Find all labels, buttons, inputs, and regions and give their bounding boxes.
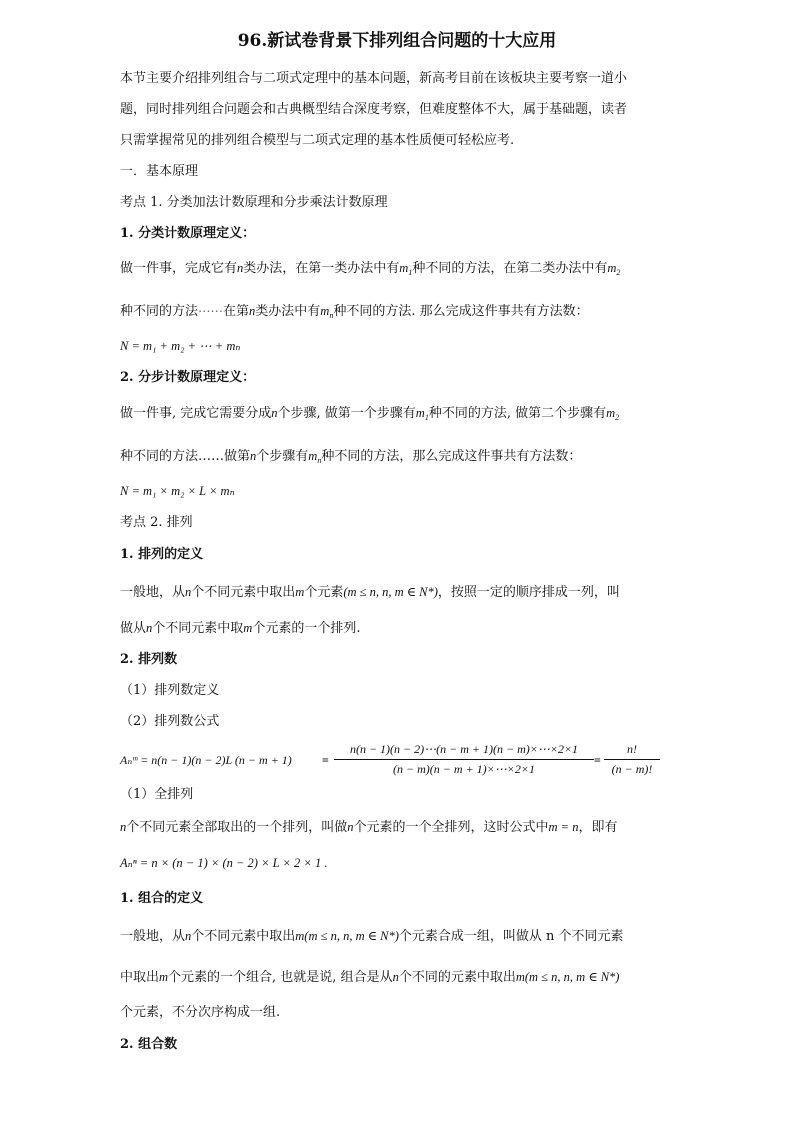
permutation-formula bbox=[120, 744, 680, 780]
key-point-1-heading: 考点 1. 分类加法计数原理和分步乘法计数原理 bbox=[120, 195, 388, 210]
permutation-definition-text-2: 做从n个不同元素中取m个元素的一个排列. bbox=[120, 621, 361, 636]
permutation-definition-heading: 1. 排列的定义 bbox=[120, 547, 204, 562]
permutation-formula-lhs: Aₙᵐ = n(n − 1)(n − 2)L (n − m + 1) bbox=[120, 753, 292, 767]
intro-line-2: 题，同时排列组合问题会和古典概型结合深度考察，但难度整体不大，属于基础题，读者 bbox=[120, 102, 628, 117]
permutation-number-heading: 2. 排列数 bbox=[120, 652, 178, 667]
combination-number-heading: 2. 组合数 bbox=[120, 1037, 178, 1052]
permutation-number-formula-label: （2）排列数公式 bbox=[120, 714, 220, 729]
full-permutation-formula: Aₙⁿ = n × (n − 1) × (n − 2) × L × 2 × 1 . bbox=[120, 856, 328, 870]
permutation-fraction-1: n(n − 1)(n − 2)⋯(n − m + 1)(n − m)×⋯×2×1 (n − m)(n − m + 1)×⋯×2×1 bbox=[334, 742, 594, 777]
page-title: 96.新试卷背景下排列组合问题的十大应用 bbox=[237, 31, 557, 51]
combination-definition-heading: 1. 组合的定义 bbox=[120, 891, 204, 906]
section-heading-basic-principles: 一．基本原理 bbox=[120, 164, 199, 179]
addition-principle-text-2: 种不同的方法⋯⋯在第n类办法中有$m_n$种不同的方法. 那么完成这件事共有方法数： bbox=[120, 304, 589, 320]
multiplication-formula: N = m₁ × m₂ × L × mₙ bbox=[120, 484, 235, 498]
equals-sign: = bbox=[594, 753, 601, 767]
combination-definition-text-3: 个元素，不分次序构成一组. bbox=[120, 1005, 281, 1020]
addition-principle-text-1: 做一件事，完成它有n类办法，在第一类办法中有$m_1$种不同的方法，在第二类办法中有$m_2$ bbox=[120, 261, 621, 277]
equals-sign: = bbox=[322, 753, 329, 767]
permutation-number-definition-label: （1）排列数定义 bbox=[120, 683, 220, 698]
intro-line-3: 只需掌握常见的排列组合模型与二项式定理的基本性质便可轻松应考. bbox=[120, 133, 515, 148]
permutation-fraction-2: n! (n − m)! bbox=[604, 742, 660, 777]
addition-principle-heading: 1. 分类计数原理定义： bbox=[120, 226, 256, 241]
multiplication-principle-text-1: 做一件事, 完成它需要分成n个步骤, 做第一个步骤有$m_1$种不同的方法, 做第二个步骤有$m_2$ bbox=[120, 406, 620, 422]
key-point-2-heading: 考点 2. 排列 bbox=[120, 515, 193, 530]
combination-definition-text-2: 中取出m个元素的一个组合, 也就是说, 组合是从n个不同的元素中取出m(m ≤ n, n, m ∈ N*) bbox=[120, 970, 620, 985]
intro-line-1: 本节主要介绍排列组合与二项式定理中的基本问题，新高考目前在该板块主要考察一道小 bbox=[120, 71, 628, 86]
combination-definition-text-1: 一般地，从n个不同元素中取出m(m ≤ n, n, m ∈ N*)个元素合成一组，叫做从 n 个不同元素 bbox=[120, 929, 624, 944]
multiplication-principle-text-2: 种不同的方法……做第n个步骤有$m_n$种不同的方法，那么完成这件事共有方法数： bbox=[120, 449, 582, 465]
addition-formula: N = m₁ + m₂ + ⋯ + mₙ bbox=[120, 339, 241, 353]
full-permutation-heading: （1）全排列 bbox=[120, 787, 194, 802]
full-permutation-text: n个不同元素全部取出的一个排列，叫做n个元素的一个全排列，这时公式中m = n，即有 bbox=[120, 820, 618, 835]
multiplication-principle-heading: 2. 分步计数原理定义： bbox=[120, 370, 256, 385]
permutation-definition-text-1: 一般地，从n个不同元素中取出m个元素(m ≤ n, n, m ∈ N*)，按照一定的顺序排成一列，叫 bbox=[120, 585, 620, 600]
